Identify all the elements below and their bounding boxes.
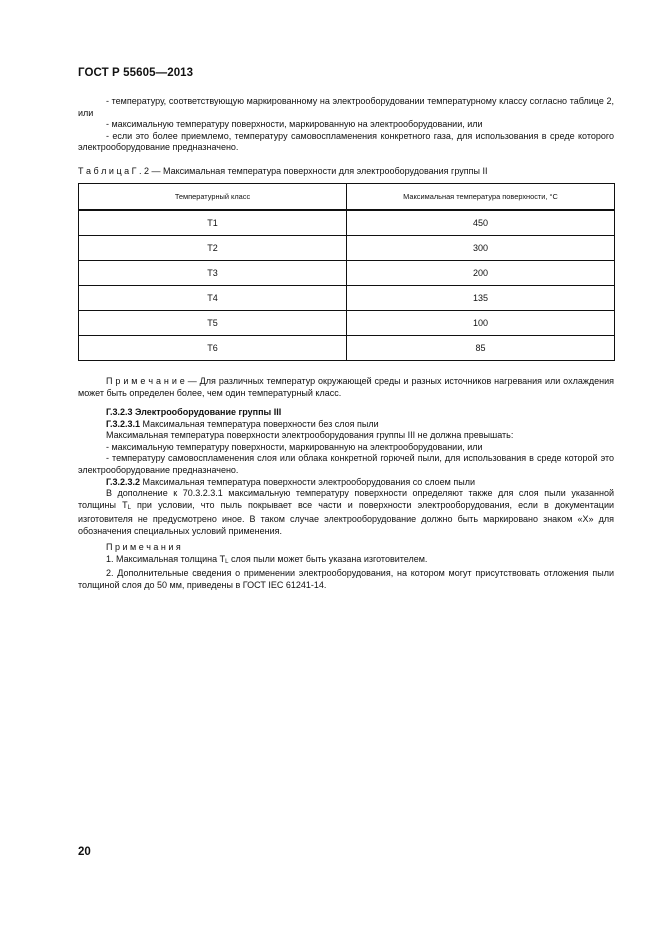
section-heading: Г.3.2.3 Электрооборудование группы III	[106, 407, 282, 417]
table-row	[79, 311, 615, 336]
section-g323	[78, 407, 614, 538]
document-id-header: ГОСТ Р 55605—2013	[78, 67, 194, 79]
max-temperature-cell: 300	[347, 236, 615, 261]
temperature-table	[78, 183, 615, 361]
intro-item: - температуру, соответствующую маркированному на электрооборудовании температурному классу согласно таблице 2, или	[78, 96, 614, 118]
max-temperature-cell: 100	[347, 311, 615, 336]
max-temperature-cell: 85	[347, 336, 615, 361]
notes-label: П р и м е ч а н и я	[106, 542, 181, 552]
table-row	[79, 286, 615, 311]
column-header-class: Температурный класс	[79, 184, 347, 211]
column-header-max-temp: Максимальная температура поверхности, °С	[347, 184, 615, 211]
intro-list	[78, 96, 614, 154]
temperature-class-cell: Т5	[79, 311, 347, 336]
subsection-title: Максимальная температура поверхности электрооборудования со слоем пыли	[140, 476, 475, 487]
table-caption-label: Т а б л и ц а Г . 2	[78, 166, 149, 176]
temperature-class-cell: Т4	[79, 286, 347, 311]
paragraph: В дополнение к 70.3.2.3.1 максимальную температуру поверхности определяют также для слоя пыли указанной толщины $Т_L$ при условии, что пыль покрывает все части и поверхности электрооборудования, если в документации изготовителя не предусмотрено иное. В таком случае электрооборудование должно быть маркировано знаком «Х» для обозначения специальных условий применения.	[78, 488, 614, 536]
table-row	[79, 336, 615, 361]
page-number: 20	[78, 846, 91, 858]
temperature-class-cell: Т3	[79, 261, 347, 286]
table-caption	[78, 166, 487, 176]
subsection-title: Максимальная температура поверхности без слоя пыли	[140, 418, 379, 429]
intro-item: - если это более приемлемо, температуру самовоспламенения конкретного газа, для использования в среде которого электрооборудование предназначено.	[78, 130, 614, 153]
note-text: — Для различных температур окружающей среды и разных источников нагревания или охлаждения может быть определен более, чем один температурный класс.	[78, 376, 614, 398]
max-temperature-cell: 135	[347, 286, 615, 311]
table-row	[79, 236, 615, 261]
table-caption-text: — Максимальная температура поверхности для электрооборудования группы II	[148, 166, 488, 176]
table-row	[79, 261, 615, 286]
temperature-class-cell: Т1	[79, 210, 347, 236]
subsection-number: Г.3.2.3.1	[106, 418, 141, 429]
notes-block	[78, 542, 614, 591]
temperature-class-cell: Т6	[79, 336, 347, 361]
paragraph: Максимальная температура поверхности электрооборудования группы III не должна превышать:	[106, 430, 514, 441]
note-label: П р и м е ч а н и е	[106, 376, 185, 386]
subsection-number: Г.3.2.3.2	[106, 476, 141, 487]
table-row	[79, 210, 615, 236]
max-temperature-cell: 200	[347, 261, 615, 286]
paragraph: - максимальную температуру поверхности, маркированную на электрооборудовании, или	[106, 441, 483, 452]
note-item: 1. Максимальная толщина $Т_L$ слоя пыли может быть указана изготовителем.	[106, 553, 428, 565]
note-item: 2. Дополнительные сведения о применении электрооборудования, на котором могут присутствовать отложения пыли толщиной слоя до 50 мм, приведены в ГОСТ IEC 61241-14.	[78, 568, 614, 590]
table-header-row	[79, 184, 615, 211]
table-note	[78, 376, 614, 399]
intro-item: - максимальную температуру поверхности, маркированную на электрооборудовании, или	[106, 119, 483, 130]
max-temperature-cell: 450	[347, 210, 615, 236]
paragraph: - температуру самовоспламенения слоя или облака конкретной горючей пыли, для использования в среде которой это электрооборудование предназначено.	[78, 453, 614, 475]
temperature-class-cell: Т2	[79, 236, 347, 261]
